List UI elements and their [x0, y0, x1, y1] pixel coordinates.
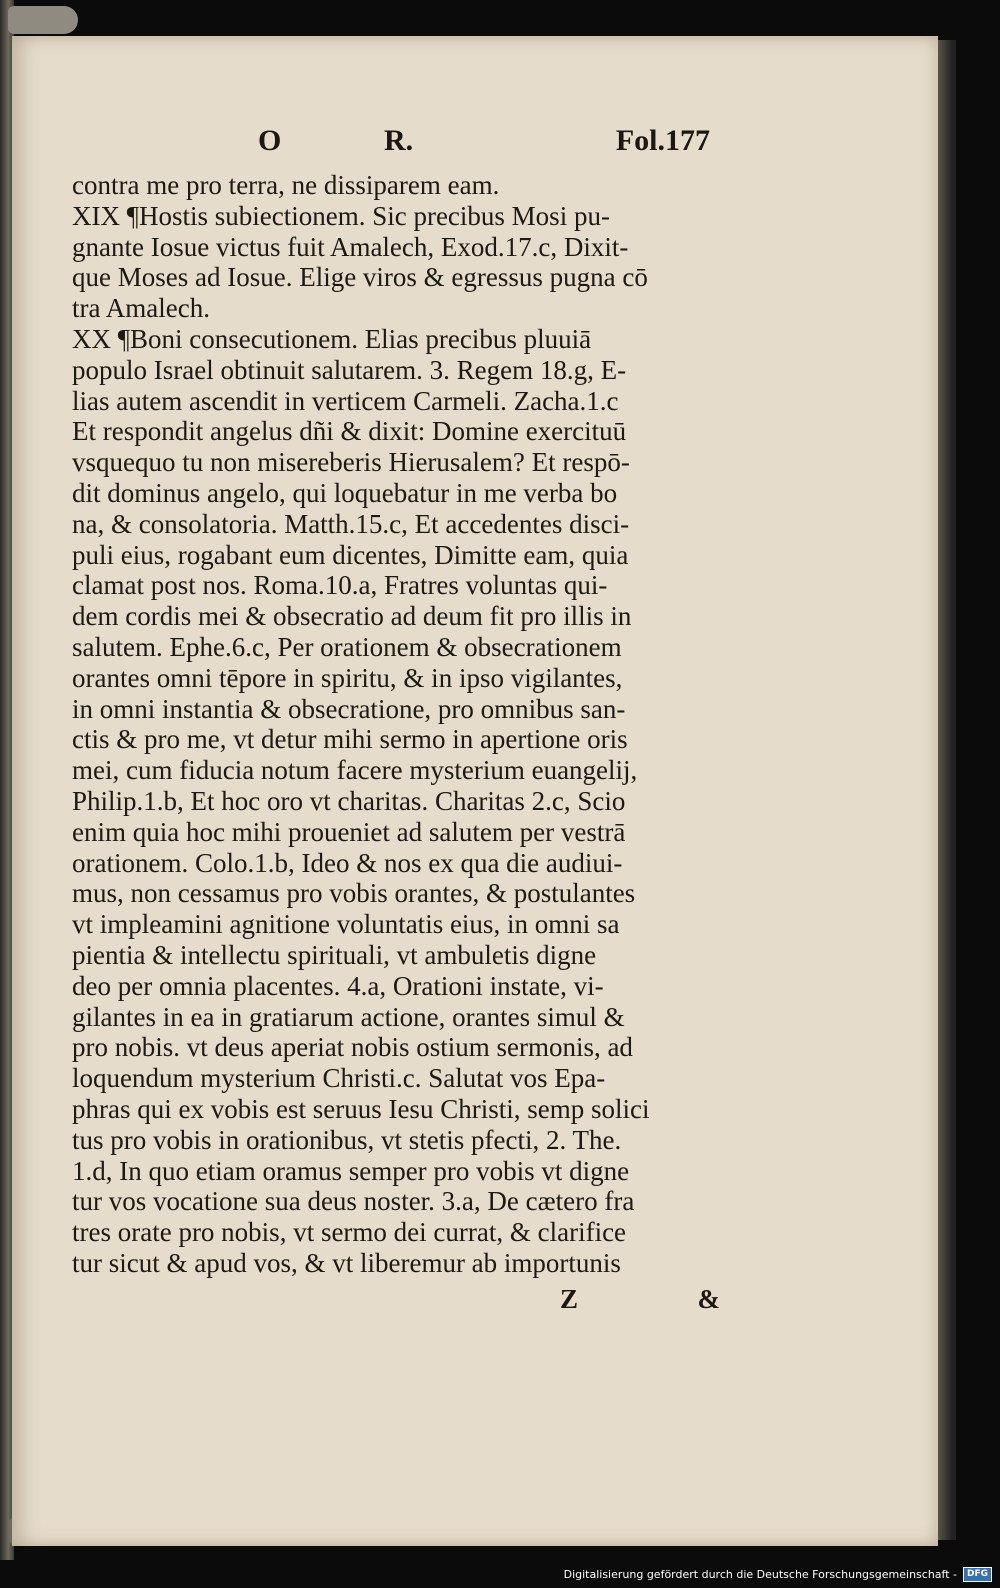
text-line: XX ¶Boni consecutionem. Elias precibus pluuiā — [72, 323, 592, 354]
text-line: contra me pro terra, ne dissiparem eam. — [72, 170, 500, 200]
text-line: mei, cum fiducia notum facere mysterium euangelij, — [72, 755, 638, 786]
text-line: deo per omnia placentes. 4.a, Orationi instate, vi- — [72, 970, 604, 1001]
text-line: vt impleamini agnitione voluntatis eius, in omni sa — [72, 909, 620, 940]
text-line: gnante Iosue victus fuit Amalech, Exod.17.c, Dixit- — [72, 231, 629, 262]
text-line: tra Amalech. — [72, 293, 210, 324]
text-line: enim quia hoc mihi proueniet ad salutem per vestrā — [72, 816, 626, 847]
text-line: salutem. Ephe.6.c, Per orationem & obsecrationem — [72, 631, 622, 662]
text-line: na, & consolatoria. Matth.15.c, Et accedentes disci- — [72, 508, 630, 539]
text-line: tur sicut & apud vos, & vt liberemur ab importunis — [72, 1247, 621, 1278]
text-line: lias autem ascendit in verticem Carmeli. Zacha.1.c — [72, 385, 619, 416]
text-line: Philip.1.b, Et hoc oro vt charitas. Charitas 2.c, Scio — [72, 785, 626, 816]
text-line: 1.d, In quo etiam oramus semper pro vobis vt digne — [72, 1155, 630, 1186]
header-letter-r: R. — [384, 124, 414, 157]
text-line: clamat post nos. Roma.10.a, Fratres voluntas qui- — [72, 570, 608, 601]
text-line: Et respondit angelus dñi & dixit: Domine exercituū — [72, 416, 627, 447]
page-edge-shadow — [938, 40, 956, 1540]
text-line: ctis & pro me, vt detur mihi sermo in apertione oris — [72, 724, 628, 755]
header-letter-o: O — [258, 124, 282, 157]
page-footer — [560, 1284, 720, 1320]
text-line: tur vos vocatione sua deus noster. 3.a, De cætero fra — [72, 1186, 635, 1217]
text-line: phras qui ex vobis est seruus Iesu Christi, semp solici — [72, 1093, 650, 1124]
text-line: in omni instantia & obsecratione, pro omnibus san- — [72, 693, 626, 724]
digitization-credit — [564, 1564, 992, 1584]
text-line: vsquequo tu non misereberis Hierusalem? Et respō- — [72, 447, 630, 478]
text-line: loquendum mysterium Christi.c. Salutat vos Epa- — [72, 1063, 606, 1094]
text-line: pro nobis. vt deus aperiat nobis ostium sermonis, ad — [72, 1032, 633, 1063]
text-line: orationem. Colo.1.b, Ideo & nos ex qua die audiui- — [72, 847, 623, 878]
text-line: orantes omni tēpore in spiritu, & in ipso vigilantes, — [72, 662, 623, 693]
text-line: XIX ¶Hostis subiectionem. Sic precibus Mosi pu- — [72, 200, 610, 231]
credit-text: Digitalisierung gefördert durch die Deutsche Forschungsgemeinschaft - — [563, 1567, 957, 1581]
body-text — [72, 170, 732, 1279]
page-tab-top — [8, 6, 78, 34]
text-line: gilantes in ea in gratiarum actione, orantes simul & — [72, 1001, 625, 1032]
text-line: dem cordis mei & obsecratio ad deum fit pro illis in — [72, 601, 632, 632]
text-line: tus pro vobis in orationibus, vt stetis pfecti, 2. The. — [72, 1124, 622, 1155]
text-line: tres orate pro nobis, vt sermo dei currat, & clarifice — [72, 1217, 627, 1248]
folio-number: Fol.177 — [615, 124, 710, 157]
text-line: dit dominus angelo, qui loquebatur in me verba bo — [72, 477, 618, 508]
signature-mark: Z — [560, 1284, 579, 1314]
catchword: & — [697, 1284, 720, 1314]
dfg-logo-icon: DFG — [963, 1567, 992, 1582]
running-header — [258, 124, 710, 164]
text-line: que Moses ad Iosue. Elige viros & egressus pugna cō — [72, 262, 648, 293]
text-line: puli eius, rogabant eum dicentes, Dimitte eam, quia — [72, 539, 629, 570]
text-line: mus, non cessamus pro vobis orantes, & postulantes — [72, 878, 636, 909]
text-line: pientia & intellectu spirituali, vt ambuletis digne — [72, 939, 597, 970]
text-line: populo Israel obtinuit salutarem. 3. Regem 18.g, E- — [72, 354, 627, 385]
